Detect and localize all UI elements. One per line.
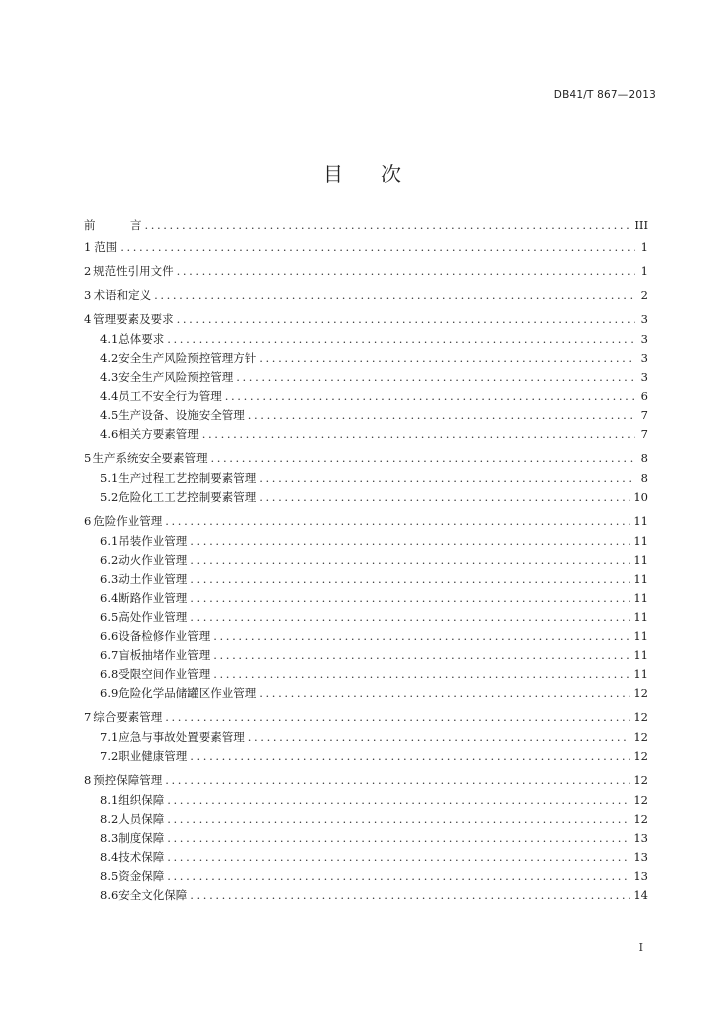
toc-page-number: 1	[640, 240, 648, 254]
toc-label: 应急与事故处置要素管理	[118, 730, 245, 744]
toc-dot-leader	[167, 812, 630, 826]
toc-dot-leader	[259, 686, 630, 700]
toc-label: 生产系统安全要素管理	[92, 451, 208, 465]
toc-dot-leader	[190, 888, 630, 902]
toc-page-number: 3	[640, 312, 648, 326]
toc-page-number: 11	[633, 629, 648, 643]
toc-label: 安全文化保障	[118, 888, 188, 902]
toc-page-number: 11	[633, 610, 648, 624]
toc-page-number: 11	[633, 667, 648, 681]
toc-subsection-row[interactable]	[84, 850, 648, 864]
toc-label: 制度保障	[118, 831, 165, 845]
toc-number: 6.9	[100, 686, 119, 700]
toc-label: 组织保障	[118, 793, 165, 807]
toc-dot-leader	[145, 218, 632, 232]
toc-page-number: 11	[633, 648, 648, 662]
toc-number: 6.5	[100, 610, 119, 624]
toc-page-number: 3	[640, 351, 648, 365]
toc-section-row[interactable]	[84, 710, 648, 724]
toc-subsection-row[interactable]	[84, 534, 648, 548]
toc-label: 盲板抽堵作业管理	[118, 648, 211, 662]
toc-number: 6.4	[100, 591, 119, 605]
toc-dot-leader	[177, 264, 635, 278]
toc-number: 4.5	[100, 408, 119, 422]
toc-dot-leader	[177, 312, 635, 326]
toc-subsection-row[interactable]	[84, 888, 648, 902]
toc-page-number: 12	[633, 773, 648, 787]
toc-label: 术语和定义	[93, 288, 152, 302]
toc-page-number: 8	[640, 451, 648, 465]
toc-number: 8.6	[100, 888, 119, 902]
page-title	[0, 158, 724, 187]
toc-section-row[interactable]	[84, 773, 648, 787]
toc-dot-leader	[190, 534, 630, 548]
toc-page-number: 7	[640, 427, 648, 441]
toc-page-number: 12	[633, 749, 648, 763]
toc-subsection-row[interactable]	[84, 389, 648, 403]
toc-dot-leader	[190, 610, 630, 624]
toc-subsection-row[interactable]	[84, 553, 648, 567]
toc-subsection-row[interactable]	[84, 332, 648, 346]
toc-number: 6.1	[100, 534, 119, 548]
toc-number: 6.7	[100, 648, 119, 662]
toc-label: 危险化学品储罐区作业管理	[118, 686, 257, 700]
toc-dot-leader	[213, 648, 630, 662]
toc-page-number: 11	[633, 572, 648, 586]
toc-label: 人员保障	[118, 812, 165, 826]
toc-label: 生产过程工艺控制要素管理	[118, 471, 257, 485]
toc-number: 6	[84, 514, 92, 528]
toc-label: 总体要求	[118, 332, 165, 346]
toc-subsection-row[interactable]	[84, 408, 648, 422]
toc-page-number: 11	[633, 534, 648, 548]
toc-label: 范围	[94, 240, 118, 254]
toc-number: 5	[84, 451, 92, 465]
title-right-char: 次	[381, 162, 401, 186]
toc-dot-leader	[167, 850, 630, 864]
toc-number: 8.2	[100, 812, 119, 826]
toc-page-number: 11	[633, 514, 648, 528]
toc-page-number: 13	[633, 869, 648, 883]
toc-dot-leader	[167, 869, 630, 883]
toc-subsection-row[interactable]	[84, 667, 648, 681]
toc-dot-leader	[236, 370, 635, 384]
toc-dot-leader	[259, 490, 630, 504]
toc-subsection-row[interactable]	[84, 572, 648, 586]
toc-dot-leader	[165, 773, 630, 787]
toc-section-row[interactable]	[84, 288, 648, 302]
toc-dot-leader	[167, 332, 635, 346]
toc-number: 3	[84, 288, 92, 302]
toc-page-number: 11	[633, 591, 648, 605]
toc-dot-leader	[248, 730, 631, 744]
toc-dot-leader	[167, 793, 630, 807]
toc-page-number: 12	[633, 793, 648, 807]
toc-label: 设备检修作业管理	[118, 629, 211, 643]
toc-number: 5.2	[100, 490, 119, 504]
toc-page-number: 14	[633, 888, 648, 902]
toc-subsection-row[interactable]	[84, 427, 648, 441]
toc-page-number: 3	[640, 370, 648, 384]
toc-subsection-row[interactable]	[84, 812, 648, 826]
toc-dot-leader	[167, 831, 630, 845]
toc-number: 2	[84, 264, 92, 278]
toc-label: 预控保障管理	[93, 773, 163, 787]
toc-page-number: 12	[633, 730, 648, 744]
toc-label: 职业健康管理	[118, 749, 188, 763]
toc-section-row[interactable]	[84, 264, 648, 278]
toc-number: 8.3	[100, 831, 119, 845]
toc-label: 前 言	[84, 218, 142, 232]
toc-dot-leader	[190, 553, 630, 567]
toc-label: 管理要素及要求	[93, 312, 174, 326]
toc-number: 6.6	[100, 629, 119, 643]
toc-page-number: 11	[633, 553, 648, 567]
toc-page-number: 13	[633, 850, 648, 864]
toc-section-row[interactable]	[84, 240, 648, 254]
table-of-contents	[84, 218, 648, 902]
toc-subsection-row[interactable]	[84, 648, 648, 662]
toc-number: 7	[84, 710, 92, 724]
toc-label: 受限空间作业管理	[118, 667, 211, 681]
toc-dot-leader	[259, 471, 635, 485]
toc-label: 动火作业管理	[118, 553, 188, 567]
toc-page-number: 12	[633, 812, 648, 826]
toc-label: 生产设备、设施安全管理	[118, 408, 245, 422]
toc-page-number: 1	[640, 264, 648, 278]
toc-section-row[interactable]	[84, 514, 648, 528]
toc-page-number: III	[634, 218, 648, 232]
toc-subsection-row[interactable]	[84, 370, 648, 384]
toc-number: 7.2	[100, 749, 119, 763]
toc-number: 4	[84, 312, 92, 326]
footer-page-number: I	[638, 941, 643, 954]
toc-label: 危险作业管理	[93, 514, 163, 528]
toc-section-row[interactable]	[84, 312, 648, 326]
toc-label: 技术保障	[118, 850, 165, 864]
toc-page-number: 7	[640, 408, 648, 422]
toc-subsection-row[interactable]	[84, 793, 648, 807]
toc-subsection-row[interactable]	[84, 471, 648, 485]
toc-number: 8.5	[100, 869, 119, 883]
toc-dot-leader	[210, 451, 635, 465]
toc-page-number: 12	[633, 686, 648, 700]
toc-number: 4.1	[100, 332, 119, 346]
toc-number: 6.2	[100, 553, 119, 567]
toc-page-number: 13	[633, 831, 648, 845]
toc-label: 断路作业管理	[118, 591, 188, 605]
toc-dot-leader	[165, 514, 630, 528]
standard-code: DB41/T 867—2013	[553, 89, 656, 101]
toc-label: 危险化工工艺控制要素管理	[118, 490, 257, 504]
toc-dot-leader	[120, 240, 635, 254]
toc-number: 8.1	[100, 793, 119, 807]
toc-dot-leader	[202, 427, 635, 441]
toc-page-number: 6	[640, 389, 648, 403]
toc-dot-leader	[190, 572, 630, 586]
toc-subsection-row[interactable]	[84, 591, 648, 605]
toc-number: 4.2	[100, 351, 119, 365]
toc-subsection-row[interactable]	[84, 730, 648, 744]
toc-label: 动土作业管理	[118, 572, 188, 586]
toc-label: 安全生产风险预控管理	[118, 370, 234, 384]
toc-subsection-row[interactable]	[84, 610, 648, 624]
toc-number: 4.6	[100, 427, 119, 441]
toc-page-number: 10	[633, 490, 648, 504]
toc-number: 1	[84, 240, 92, 254]
toc-number: 8	[84, 773, 92, 787]
toc-number: 4.3	[100, 370, 119, 384]
toc-dot-leader	[213, 629, 630, 643]
toc-section-row[interactable]	[84, 451, 648, 465]
toc-number: 6.8	[100, 667, 119, 681]
toc-label: 资金保障	[118, 869, 165, 883]
toc-dot-leader	[190, 749, 630, 763]
toc-subsection-row[interactable]	[84, 351, 648, 365]
toc-dot-leader	[248, 408, 635, 422]
toc-page-number: 12	[633, 710, 648, 724]
toc-dot-leader	[225, 389, 635, 403]
toc-dot-leader	[154, 288, 635, 302]
toc-page-number: 8	[640, 471, 648, 485]
toc-label: 规范性引用文件	[93, 264, 174, 278]
toc-subsection-row[interactable]	[84, 629, 648, 643]
toc-label: 员工不安全行为管理	[118, 389, 222, 403]
toc-dot-leader	[165, 710, 630, 724]
toc-subsection-row[interactable]	[84, 749, 648, 763]
toc-number: 8.4	[100, 850, 119, 864]
toc-number: 5.1	[100, 471, 119, 485]
toc-label: 相关方要素管理	[118, 427, 199, 441]
toc-number: 4.4	[100, 389, 119, 403]
toc-page-number: 2	[640, 288, 648, 302]
title-left-char: 目	[323, 162, 343, 186]
toc-number: 6.3	[100, 572, 119, 586]
toc-number: 7.1	[100, 730, 119, 744]
toc-dot-leader	[259, 351, 635, 365]
toc-subsection-row[interactable]	[84, 831, 648, 845]
toc-page-number: 3	[640, 332, 648, 346]
toc-label: 高处作业管理	[118, 610, 188, 624]
toc-subsection-row[interactable]	[84, 869, 648, 883]
toc-dot-leader	[213, 667, 630, 681]
toc-subsection-row[interactable]	[84, 686, 648, 700]
toc-subsection-row[interactable]	[84, 490, 648, 504]
toc-section-row[interactable]	[84, 218, 648, 232]
toc-dot-leader	[190, 591, 630, 605]
toc-label: 吊装作业管理	[118, 534, 188, 548]
toc-label: 安全生产风险预控管理方针	[118, 351, 257, 365]
toc-label: 综合要素管理	[93, 710, 163, 724]
